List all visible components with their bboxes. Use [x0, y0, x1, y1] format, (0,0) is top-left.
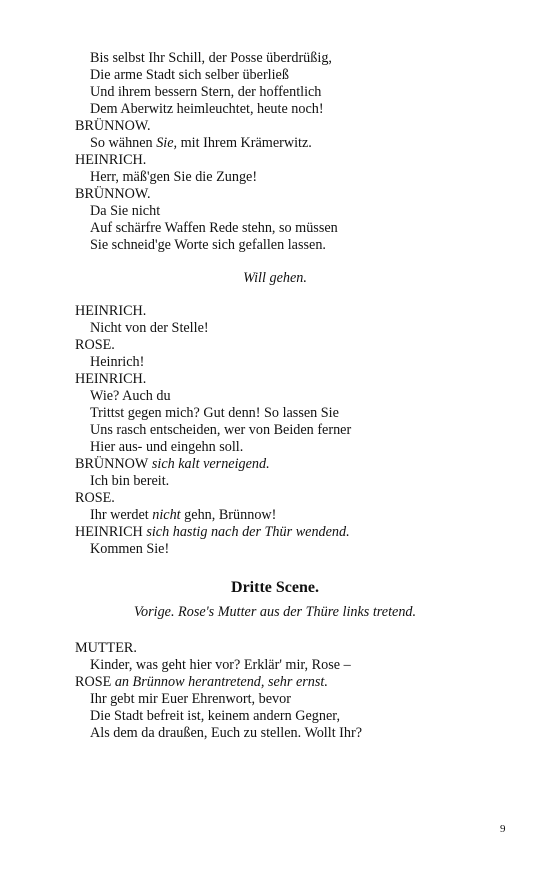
page-number: 9 [500, 823, 506, 835]
speaker-name: MUTTER. [75, 640, 137, 656]
verse-line: Und ihrem bessern Stern, der hoffentlich [90, 84, 322, 100]
speaker-name: HEINRICH. [75, 371, 147, 387]
speaker-line [75, 456, 270, 473]
verse-line: Da Sie nicht [90, 203, 161, 219]
stage-direction: Will gehen. [243, 270, 307, 286]
verse-line: Nicht von der Stelle! [90, 320, 209, 336]
verse-text: So wähnen [90, 135, 157, 151]
verse-line: Herr, mäß'gen Sie die Zunge! [90, 169, 258, 185]
scene-title: Dritte Scene. [231, 579, 319, 596]
speaker-name: BRÜNNOW. [75, 118, 151, 134]
emphasis-text: nicht [152, 507, 181, 523]
speaker-direction: sich hastig nach der Thür wendend. [142, 524, 350, 540]
verse-line: Sie schneid'ge Worte sich gefallen lassen. [90, 237, 326, 253]
verse-text: Ihr werdet [90, 507, 153, 523]
speaker-name: ROSE [75, 674, 112, 690]
verse-line: Die Stadt befreit ist, keinem andern Gegner, [90, 708, 340, 724]
verse-line: Als dem da draußen, Euch zu stellen. Wollt Ihr? [90, 725, 363, 741]
scene-stage-direction: Vorige. Rose's Mutter aus der Thüre links tretend. [133, 604, 417, 620]
verse-line: Ich bin bereit. [90, 473, 170, 489]
speaker-line [75, 674, 328, 691]
verse-line: Auf schärfre Waffen Rede stehn, so müssen [90, 220, 338, 236]
verse-line: Heinrich! [90, 354, 145, 370]
speaker-name: HEINRICH. [75, 303, 147, 319]
speaker-name: HEINRICH. [75, 152, 147, 168]
verse-line: Kinder, was geht hier vor? Erklär' mir, Rose – [90, 657, 351, 673]
verse-line: Uns rasch entscheiden, wer von Beiden ferner [90, 422, 352, 438]
speaker-name: ROSE. [75, 337, 115, 353]
verse-line: Trittst gegen mich? Gut denn! So lassen Sie [90, 405, 339, 421]
verse-line: Kommen Sie! [90, 541, 170, 557]
verse-text: gehn, Brünnow! [180, 507, 277, 523]
speaker-direction: sich kalt verneigend. [148, 456, 270, 472]
speaker-name: BRÜNNOW. [75, 186, 151, 202]
verse-text: mit Ihrem Krämerwitz. [177, 135, 312, 151]
verse-line: Ihr gebt mir Euer Ehrenwort, bevor [90, 691, 291, 707]
speaker-name: ROSE. [75, 490, 115, 506]
speaker-name: HEINRICH [75, 524, 143, 540]
verse-line [90, 135, 312, 152]
speaker-direction: an Brünnow herantretend, sehr ernst. [111, 674, 328, 690]
verse-line: Bis selbst Ihr Schill, der Posse überdrüßig, [90, 50, 332, 66]
verse-line: Hier aus- und eingehn soll. [90, 439, 244, 455]
verse-line: Die arme Stadt sich selber überließ [90, 67, 289, 83]
verse-line: Dem Aberwitz heimleuchtet, heute noch! [90, 101, 324, 117]
speaker-name: BRÜNNOW [75, 456, 149, 472]
verse-line: Wie? Auch du [90, 388, 171, 404]
emphasis-text: Sie, [156, 135, 178, 151]
speaker-line [75, 524, 350, 541]
verse-line [90, 507, 276, 524]
